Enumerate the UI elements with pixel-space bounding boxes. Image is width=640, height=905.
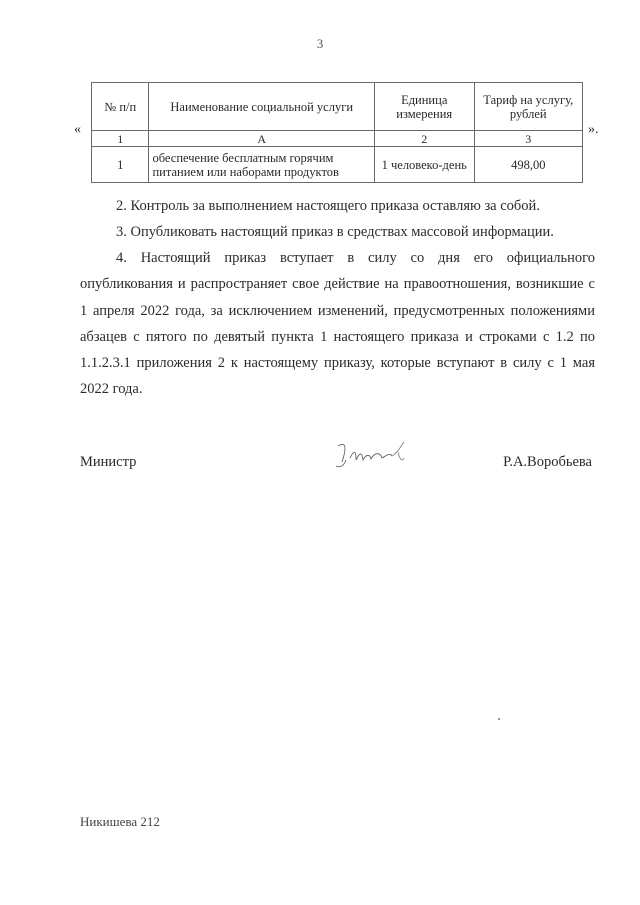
paragraph-4: 4. Настоящий приказ вступает в силу со дня его официального опубликования и распространяет свое действие на правоотношения, возникшие с 1 апреля 2022 года, за исключением изменений, предусмотренных положениями абзацев с пятого по девятый пункта 1 настоящего приказа и строками с 1.2 по 1.1.2.3.1 приложения 2 к настоящему приказу, которые вступают в силу с 1 мая 2022 года. [80,250,595,398]
index-cell: 1 [92,131,149,147]
scan-speck [498,718,500,720]
signatory-position: Министр [80,454,137,470]
page-number: 3 [316,36,324,51]
row-service-name: обеспечение бесплатным горячим питанием или наборами продуктов [149,147,374,183]
table-index-row [92,131,583,147]
paragraph-2: 2. Контроль за выполнением настоящего приказа оставляю за собой. [116,198,540,214]
row-number: 1 [92,147,149,183]
row-unit: 1 человеко-день [374,147,474,183]
header-service-name: Наименование социальной услуги [149,83,374,131]
opening-quote: « [74,122,81,137]
tariff-table [91,82,583,183]
paragraph-3: 3. Опубликовать настоящий приказ в средствах массовой информации. [116,224,554,240]
row-tariff: 498,00 [474,147,583,183]
header-tariff: Тариф на услугу, рублей [474,83,583,131]
index-cell: 3 [474,131,583,147]
table-header-row [92,83,583,131]
header-number: № п/п [92,83,149,131]
index-cell: А [149,131,374,147]
executor-note: Никишева 212 [80,814,160,829]
handwritten-signature [330,432,430,476]
table-row [92,147,583,183]
index-cell: 2 [374,131,474,147]
signatory-name: Р.А.Воробьева [503,454,592,470]
closing-quote: ». [588,122,599,137]
header-unit: Единица измерения [374,83,474,131]
